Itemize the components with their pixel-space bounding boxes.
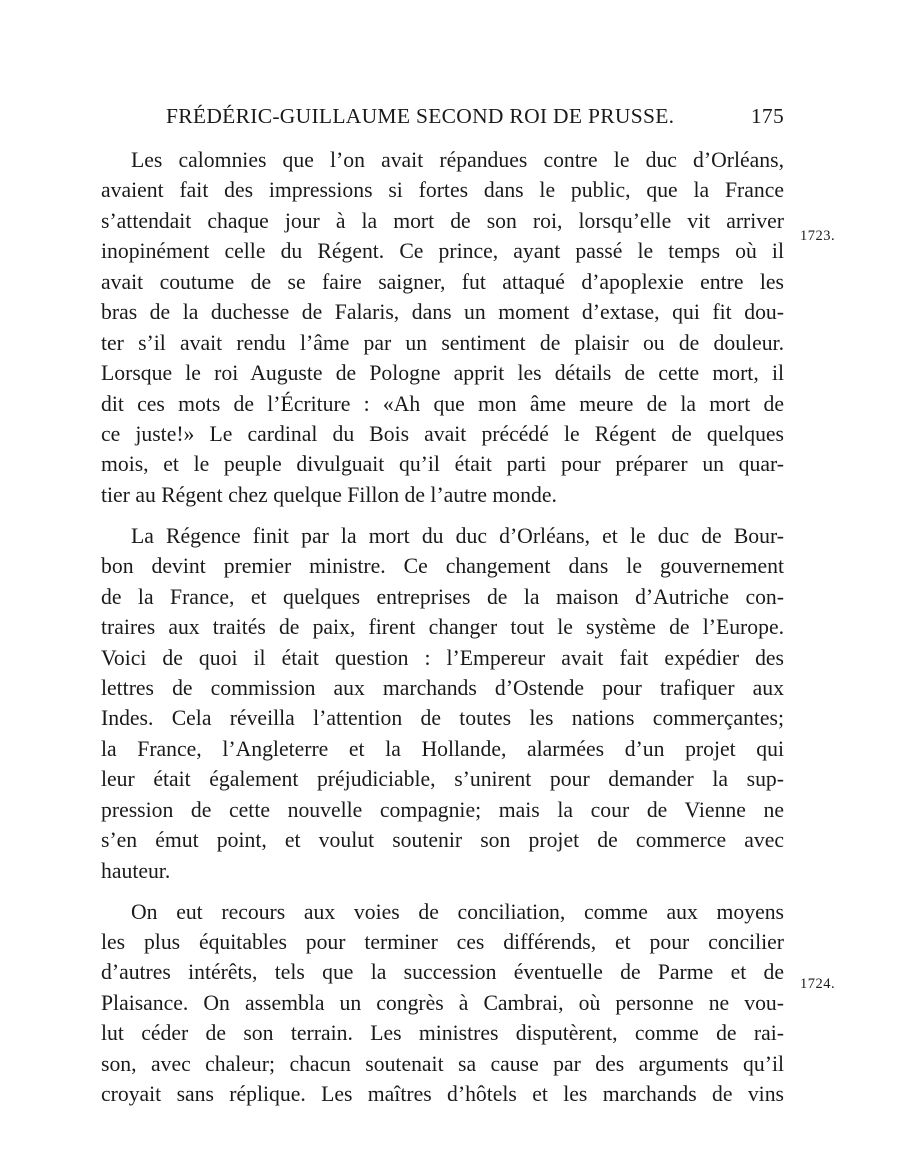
text-line: lettres de commission aux marchands d’Ostende pour trafiquer aux xyxy=(101,675,784,700)
text-line: la France, l’Angleterre et la Hollande, alarmées d’un projet qui xyxy=(101,736,784,761)
paragraph xyxy=(101,521,784,886)
running-head xyxy=(166,104,784,129)
text-line: traires aux traités de paix, firent changer tout le système de l’Europe. xyxy=(101,615,784,640)
text-line: s’en émut point, et voulut soutenir son projet de commerce avec xyxy=(101,828,784,853)
text-line: On eut recours aux voies de conciliation, comme aux moyens xyxy=(131,899,784,924)
text-line: avaient fait des impressions si fortes dans le public, que la France xyxy=(101,178,784,203)
text-line: lut céder de son terrain. Les ministres disputèrent, comme de rai- xyxy=(101,1021,784,1046)
text-line: bras de la duchesse de Falaris, dans un moment d’extase, qui fit dou- xyxy=(101,300,784,325)
text-line: Plaisance. On assembla un congrès à Cambrai, où personne ne vou- xyxy=(101,990,784,1015)
text-line: Lorsque le roi Auguste de Pologne apprit les détails de cette mort, il xyxy=(101,361,784,386)
text-line: mois, et le peuple divulguait qu’il était parti pour préparer un quar- xyxy=(101,452,784,477)
text-line: pression de cette nouvelle compagnie; mais la cour de Vienne ne xyxy=(101,797,784,822)
text-line: dit ces mots de l’Écriture : «Ah que mon âme meure de la mort de xyxy=(101,391,784,416)
text-line: bon devint premier ministre. Ce changement dans le gouvernement xyxy=(101,554,784,579)
text-line: son, avec chaleur; chacun soutenait sa cause par des arguments qu’il xyxy=(101,1051,784,1076)
text-line: croyait sans réplique. Les maîtres d’hôtels et les marchands de vins xyxy=(101,1082,784,1107)
text-line: leur était également préjudiciable, s’unirent pour demander la sup- xyxy=(101,767,784,792)
text-line: Indes. Cela réveilla l’attention de toutes les nations commerçantes; xyxy=(101,706,784,731)
text-line: s’attendait chaque jour à la mort de son roi, lorsqu’elle vit arriver xyxy=(101,208,784,233)
text-line: ce juste!» Le cardinal du Bois avait précédé le Régent de quelques xyxy=(101,421,784,446)
text-line: de la France, et quelques entreprises de la maison d’Autriche con- xyxy=(101,584,784,609)
margin-date-note: 1723. xyxy=(800,228,836,244)
page-number: 175 xyxy=(750,104,784,128)
paragraph xyxy=(101,897,784,1110)
text-line: d’autres intérêts, tels que la succession éventuelle de Parme et de xyxy=(101,960,784,985)
running-head-title: FRÉDÉRIC-GUILLAUME SECOND ROI DE PRUSSE. xyxy=(166,104,675,128)
text-line: les plus équitables pour terminer ces différends, et pour concilier xyxy=(101,929,784,954)
text-line: avait coutume de se faire saigner, fut attaqué d’apoplexie entre les xyxy=(101,269,784,294)
paragraph xyxy=(101,145,784,510)
text-line: La Régence finit par la mort du duc d’Orléans, et le duc de Bour- xyxy=(131,523,784,548)
text-line: Voici de quoi il était question : l’Empereur avait fait expédier des xyxy=(101,645,784,670)
text-line: inopinément celle du Régent. Ce prince, ayant passé le temps où il xyxy=(101,239,784,264)
text-line: Les calomnies que l’on avait répandues contre le duc d’Orléans, xyxy=(131,148,784,172)
body-text xyxy=(101,145,784,1110)
text-line: hauteur. xyxy=(101,858,171,883)
text-line: tier au Régent chez quelque Fillon de l’autre monde. xyxy=(101,482,557,507)
text-line: ter s’il avait rendu l’âme par un sentiment de plaisir ou de douleur. xyxy=(101,330,784,355)
margin-date-note: 1724. xyxy=(800,976,836,992)
